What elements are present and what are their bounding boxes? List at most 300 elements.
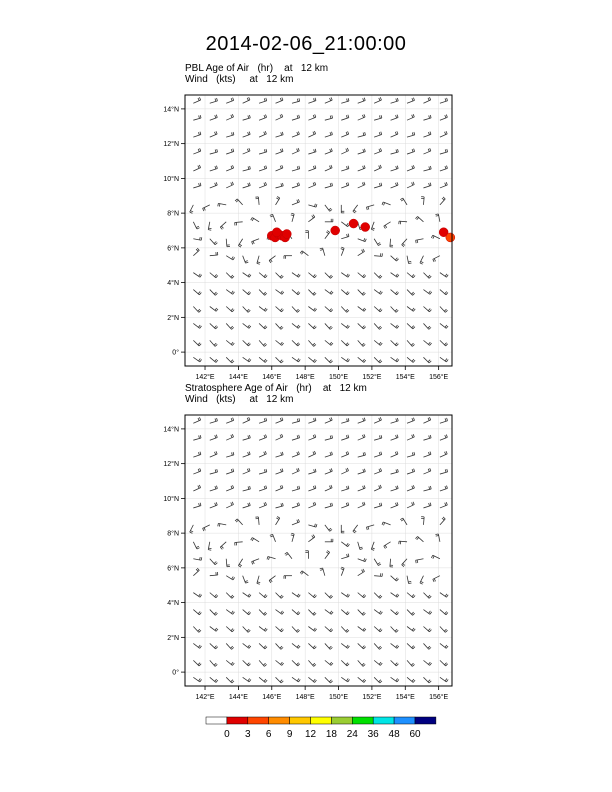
wind-barb-flag <box>320 570 323 571</box>
wind-barb-flag <box>215 419 216 422</box>
wind-barb <box>374 438 382 440</box>
wind-barb <box>391 134 398 137</box>
wind-barb-flag <box>217 469 218 472</box>
wind-barb-flag <box>330 183 331 186</box>
wind-barb-flag <box>232 361 234 363</box>
wind-barb-flag <box>314 344 316 346</box>
wind-barb-flag <box>348 166 349 169</box>
wind-barb-flag <box>396 645 398 647</box>
wind-barb-flag <box>381 503 382 506</box>
wind-barb-flag <box>363 664 365 666</box>
wind-barb-flag <box>298 519 299 522</box>
wind-barb <box>418 216 424 221</box>
wind-barb-flag <box>282 503 283 506</box>
wind-barb-flag <box>428 132 429 135</box>
wind-barb-flag <box>396 630 398 632</box>
wind-barb-flag <box>396 150 397 153</box>
wind-barb <box>292 505 300 508</box>
wind-barb-flag <box>199 344 201 346</box>
wind-barb <box>210 472 218 474</box>
wind-barb-flag <box>364 114 365 117</box>
wind-barb-flag <box>428 662 430 664</box>
wind-barb-flag <box>347 419 348 422</box>
wind-barb-flag <box>384 226 386 229</box>
wind-barb-flag <box>298 468 299 471</box>
wind-barb-flag <box>264 435 265 438</box>
wind-barb <box>358 660 363 666</box>
wind-barb-flag <box>315 114 316 117</box>
wind-barb-flag <box>313 115 314 118</box>
wind-barb-flag <box>379 183 380 186</box>
wind-barb-flag <box>198 418 199 421</box>
wind-barb-flag <box>299 275 301 277</box>
wind-barb <box>325 168 332 171</box>
wind-barb-flag <box>364 165 365 168</box>
wind-barb-flag <box>395 503 396 506</box>
wind-barb-flag <box>265 613 267 615</box>
wind-barb-flag <box>416 560 417 563</box>
wind-barb-flag <box>300 251 302 253</box>
wind-barb-flag <box>219 204 220 207</box>
wind-barb-flag <box>331 612 333 614</box>
wind-barb-flag <box>198 132 199 135</box>
wind-barb-flag <box>198 325 200 327</box>
wind-barb-flag <box>446 326 448 328</box>
wind-barb-flag <box>428 418 429 421</box>
wind-barb-flag <box>431 235 432 238</box>
wind-barb-flag <box>208 550 211 551</box>
wind-barb-flag <box>347 486 348 489</box>
wind-barb <box>341 222 347 227</box>
wind-barb-flag <box>314 664 316 666</box>
wind-barb-flag <box>264 115 265 118</box>
wind-barb-flag <box>445 359 447 361</box>
wind-barb-flag <box>216 435 217 438</box>
wind-barb-flag <box>238 566 241 568</box>
wind-barb-flag <box>199 630 201 632</box>
wind-barb-flag <box>429 630 431 632</box>
wind-barb-flag <box>413 418 414 421</box>
wind-barb-flag <box>315 165 316 168</box>
wind-barb-flag <box>215 115 216 118</box>
wind-barb <box>243 169 251 171</box>
wind-barb-flag <box>396 679 398 681</box>
wind-barb-flag <box>233 452 234 455</box>
wind-barb-flag <box>348 451 349 454</box>
wind-barb <box>226 323 231 329</box>
wind-barb-flag <box>281 469 282 472</box>
wind-barb-flag <box>231 342 233 344</box>
wind-barb-flag <box>368 207 369 210</box>
wind-barb-flag <box>380 97 381 100</box>
wind-barb-flag <box>313 98 314 101</box>
wind-barb <box>407 168 414 171</box>
wind-barb-flag <box>346 115 347 118</box>
wind-barb-flag <box>197 228 200 229</box>
wind-barb-flag <box>200 148 201 151</box>
wind-barb-flag <box>298 199 299 202</box>
wind-barb-flag <box>197 548 200 549</box>
wind-barb <box>292 454 299 457</box>
panel1-wind-level: 12 km <box>266 74 294 85</box>
wind-barb <box>440 152 448 154</box>
wind-barb-flag <box>364 485 365 488</box>
wind-barb-flag <box>200 435 201 438</box>
wind-barb-flag <box>329 646 331 648</box>
wind-barb-flag <box>331 165 332 168</box>
wind-barb-flag <box>200 468 201 471</box>
wind-barb-flag <box>363 628 365 630</box>
wind-barb <box>226 307 232 312</box>
wind-barb-flag <box>445 418 446 421</box>
wind-barb-flag <box>217 98 218 101</box>
wind-barb-flag <box>248 344 250 346</box>
wind-barb-flag <box>397 131 398 134</box>
wind-barb <box>210 454 217 457</box>
wind-barb-flag <box>412 679 414 681</box>
wind-barb-flag <box>428 309 430 311</box>
x-tick-label: 154°E <box>395 374 415 381</box>
wind-barb <box>341 677 348 682</box>
wind-barb-flag <box>320 568 323 569</box>
wind-barb-flag <box>297 343 299 345</box>
wind-barb-flag <box>413 293 415 295</box>
wind-barb-flag <box>320 248 323 249</box>
wind-barb-flag <box>330 647 332 649</box>
wind-barb-flag <box>378 646 380 648</box>
wind-barb-flag <box>297 452 298 455</box>
wind-barb <box>440 519 445 525</box>
wind-barb <box>210 117 218 120</box>
wind-barb <box>193 250 199 255</box>
wind-barb-flag <box>330 209 332 211</box>
panel1-wind-at: at <box>249 74 258 85</box>
wind-barb <box>423 134 431 137</box>
colorbar-label: 9 <box>286 729 293 740</box>
wind-barb-flag <box>363 359 365 361</box>
wind-barb-flag <box>214 663 216 665</box>
wind-barb-flag <box>299 679 301 681</box>
wind-barb-flag <box>232 630 234 632</box>
wind-barb-flag <box>381 435 382 438</box>
wind-barb-flag <box>199 417 200 420</box>
wind-barb-flag <box>249 148 250 151</box>
y-tick-label: 8°N <box>167 530 179 538</box>
wind-barb <box>423 660 429 665</box>
wind-barb-flag <box>430 132 431 135</box>
wind-barb-flag <box>247 98 248 101</box>
wind-barb <box>407 185 414 188</box>
wind-barb <box>259 610 265 616</box>
panel2-wind-level: 12 km <box>266 394 294 405</box>
wind-barb <box>391 256 397 261</box>
wind-barb-flag <box>197 248 199 250</box>
panel2-wind-units: (kts) <box>216 394 236 405</box>
wind-barb-flag <box>381 612 383 614</box>
wind-barb-flag <box>215 628 217 630</box>
wind-barb-flag <box>346 543 348 545</box>
wind-barb-flag <box>249 503 250 506</box>
wind-barb-flag <box>346 435 347 438</box>
wind-barb <box>358 627 364 632</box>
wind-barb-flag <box>396 344 398 346</box>
wind-barb-flag <box>282 292 284 294</box>
wind-barb-flag <box>429 647 431 649</box>
wind-barb-flag <box>203 208 204 211</box>
wind-barb-flag <box>380 165 381 168</box>
wind-barb-flag <box>214 292 216 294</box>
wind-barb-flag <box>198 629 200 631</box>
wind-barb-flag <box>363 469 364 472</box>
wind-barb <box>341 489 349 491</box>
wind-barb-flag <box>413 485 414 488</box>
wind-barb-flag <box>297 630 299 632</box>
wind-barb <box>210 290 216 296</box>
wind-barb-flag <box>446 486 447 489</box>
wind-barb-flag <box>446 646 448 648</box>
wind-barb-flag <box>297 486 298 489</box>
wind-barb-flag <box>313 215 315 217</box>
wind-barb-flag <box>429 166 430 169</box>
wind-barb-flag <box>428 452 429 455</box>
wind-barb-flag <box>215 344 217 346</box>
wind-barb-flag <box>215 150 216 153</box>
wind-barb-flag <box>429 183 430 186</box>
wind-barb <box>243 677 250 682</box>
wind-barb-flag <box>280 418 281 421</box>
wind-barb-flag <box>266 149 267 152</box>
wind-barb-flag <box>446 451 447 454</box>
wind-barb-flag <box>445 115 446 118</box>
wind-barb-flag <box>264 418 265 421</box>
wind-barb-flag <box>446 595 448 597</box>
wind-barb-flag <box>281 681 283 683</box>
wind-barb-flag <box>215 359 217 361</box>
wind-barb-flag <box>264 679 266 681</box>
wind-barb-flag <box>348 544 350 546</box>
wind-barb-flag <box>315 309 317 311</box>
wind-barb-flag <box>436 216 439 217</box>
wind-barb-flag <box>199 116 200 119</box>
wind-barb-flag <box>200 237 201 240</box>
wind-barb-flag <box>429 417 430 420</box>
wind-barb-flag <box>314 647 316 649</box>
wind-barb-flag <box>429 611 431 613</box>
wind-barb <box>407 151 415 154</box>
wind-barb-flag <box>280 326 282 328</box>
wind-barb <box>308 101 316 104</box>
wind-barb-flag <box>446 275 448 277</box>
panel1-field-name: PBL Age of Air <box>185 63 250 74</box>
wind-barb-flag <box>447 98 448 101</box>
wind-barb <box>374 135 382 138</box>
wind-barb-flag <box>200 557 201 560</box>
wind-barb-flag <box>433 556 434 559</box>
y-tick-label: 14°N <box>163 426 179 434</box>
wind-barb-flag <box>232 577 234 580</box>
wind-barb-flag <box>364 629 366 631</box>
wind-barb <box>358 488 365 491</box>
wind-barb-flag <box>412 115 413 118</box>
wind-barb <box>210 307 216 312</box>
colorbar-swatch <box>311 717 332 724</box>
panel2-field-at: at <box>322 383 332 394</box>
wind-barb-flag <box>313 132 314 135</box>
wind-barb <box>423 643 428 649</box>
wind-barb-flag <box>281 276 283 278</box>
wind-barb-flag <box>248 115 249 118</box>
wind-barb-flag <box>428 149 429 152</box>
wind-barb-flag <box>233 257 235 260</box>
wind-barb-flag <box>281 342 283 344</box>
wind-barb <box>226 593 232 599</box>
wind-barb-flag <box>231 418 232 421</box>
wind-barb-flag <box>445 166 446 169</box>
wind-barb-flag <box>297 310 299 312</box>
wind-barb <box>220 542 226 547</box>
wind-barb-flag <box>248 594 250 596</box>
wind-barb-flag <box>412 469 413 472</box>
x-tick-label: 150°E <box>328 374 349 381</box>
wind-barb <box>407 455 415 457</box>
wind-barb <box>325 118 333 120</box>
wind-barb-flag <box>362 326 364 328</box>
age-of-air-point <box>349 219 358 228</box>
wind-barb-flag <box>248 679 250 681</box>
wind-barb-flag <box>251 538 253 541</box>
wind-barb-flag <box>346 469 347 472</box>
wind-barb-flag <box>198 149 199 152</box>
age-of-air-point <box>446 233 455 242</box>
wind-barb-flag <box>429 681 431 683</box>
wind-barb-flag <box>313 535 315 537</box>
x-tick-label: 142°E <box>195 374 215 381</box>
x-tick-label: 146°E <box>262 374 282 381</box>
wind-barb <box>259 307 265 312</box>
wind-barb-flag <box>446 502 447 505</box>
wind-barb-flag <box>396 166 397 169</box>
wind-barb-flag <box>411 663 413 665</box>
wind-barb-flag <box>235 519 237 521</box>
wind-barb-flag <box>257 582 260 583</box>
wind-barb-flag <box>382 202 383 205</box>
wind-barb-flag <box>445 343 447 345</box>
wind-barb-flag <box>280 595 282 597</box>
wind-barb-flag <box>445 291 447 293</box>
x-tick-label: 142°E <box>195 694 215 701</box>
wind-barb-flag <box>332 435 333 438</box>
wind-barb-flag <box>313 418 314 421</box>
wind-barb-flag <box>428 98 429 101</box>
wind-barb <box>276 437 283 440</box>
wind-barb <box>374 239 378 246</box>
wind-barb-flag <box>264 274 266 276</box>
wind-barb-flag <box>200 646 202 648</box>
wind-barb-flag <box>298 451 299 454</box>
wind-barb-flag <box>446 679 448 681</box>
wind-barb-flag <box>362 612 364 614</box>
wind-barb-flag <box>381 132 382 135</box>
wind-barb-flag <box>199 97 200 100</box>
wind-barb-flag <box>221 226 223 228</box>
wind-barb-flag <box>428 275 430 277</box>
wind-barb <box>243 454 251 457</box>
wind-barb-flag <box>249 275 251 277</box>
wind-barb <box>341 340 347 346</box>
wind-barb-flag <box>412 344 414 346</box>
wind-barb-flag <box>413 502 414 505</box>
wind-barb-flag <box>216 131 217 134</box>
wind-barb-flag <box>396 359 398 361</box>
wind-barb-flag <box>364 360 366 362</box>
wind-barb-flag <box>417 240 418 243</box>
wind-barb-flag <box>446 182 447 185</box>
wind-barb-flag <box>416 216 418 218</box>
colorbar-swatch <box>352 717 373 724</box>
wind-barb-flag <box>362 115 363 118</box>
wind-barb <box>325 506 333 508</box>
wind-barb-flag <box>421 261 424 262</box>
wind-barb-flag <box>380 681 382 683</box>
wind-barb <box>308 185 315 188</box>
wind-barb-flag <box>346 629 348 631</box>
wind-barb-flag <box>313 503 314 506</box>
wind-barb-flag <box>265 293 267 295</box>
wind-barb <box>325 643 330 649</box>
age-of-air-point <box>272 228 281 237</box>
wind-barb-flag <box>395 452 396 455</box>
wind-barb-flag <box>366 527 367 530</box>
wind-barb-flag <box>412 628 414 630</box>
wind-barb-flag <box>316 524 317 527</box>
wind-barb-flag <box>297 166 298 169</box>
wind-barb-flag <box>282 612 284 614</box>
wind-barb-flag <box>378 243 381 245</box>
wind-barb-flag <box>299 182 300 185</box>
wind-barb-flag <box>330 291 332 293</box>
wind-barb <box>341 118 349 121</box>
wind-barb <box>440 340 446 346</box>
wind-barb-flag <box>252 218 254 221</box>
wind-barb-flag <box>363 274 365 276</box>
wind-barb-flag <box>249 132 250 135</box>
wind-barb <box>341 542 347 547</box>
wind-barb-flag <box>281 310 283 312</box>
wind-barb-flag <box>396 486 397 489</box>
wind-barb-flag <box>219 524 220 527</box>
wind-barb-flag <box>215 166 216 169</box>
wind-barb-flag <box>363 594 365 596</box>
wind-barb-flag <box>443 197 445 199</box>
wind-barb-flag <box>265 680 267 682</box>
wind-barb-flag <box>196 226 199 227</box>
wind-barb <box>226 677 232 683</box>
wind-barb-flag <box>330 529 332 531</box>
wind-barb-flag <box>363 486 364 489</box>
wind-barb <box>341 438 349 441</box>
wind-barb-flag <box>264 612 266 614</box>
wind-barb-flag <box>348 234 349 237</box>
wind-barb-flag <box>379 275 381 277</box>
wind-barb-flag <box>385 225 387 228</box>
wind-barb-flag <box>445 663 447 665</box>
wind-barb-flag <box>397 502 398 505</box>
wind-barb-flag <box>200 595 202 597</box>
wind-barb-flag <box>315 680 317 682</box>
wind-barb-flag <box>297 594 299 596</box>
panel1-field-at: at <box>284 63 293 74</box>
wind-barb-flag <box>216 182 217 185</box>
